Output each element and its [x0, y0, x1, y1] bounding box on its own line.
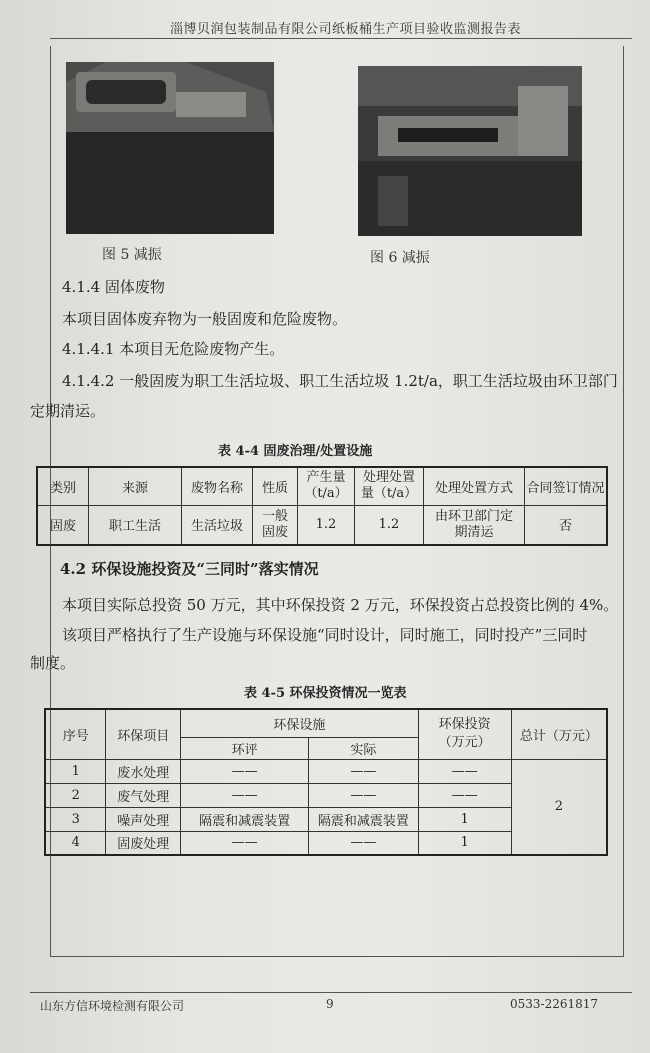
table-4-5-title: 表 4-5 环保投资情况一览表	[244, 686, 407, 701]
td-total: 2	[511, 759, 607, 855]
td-no: 4	[45, 831, 106, 855]
td-item: 废水处理	[106, 759, 181, 783]
paragraph-hazardous: 4.1.4.1 本项目无危险废物产生。	[62, 340, 285, 358]
footer-rule	[30, 992, 632, 993]
paragraph-general-waste-cont: 定期清运。	[30, 402, 106, 420]
section-4-1-4-heading: 4.1.4 固体废物	[62, 278, 165, 296]
th-disposal-amount: 处理处置 量（t/a）	[355, 467, 424, 505]
td-item: 废气处理	[106, 783, 181, 807]
th-category: 类别	[37, 467, 89, 505]
td-item: 噪声处理	[106, 807, 181, 831]
td-source: 职工生活	[89, 505, 182, 545]
footer-phone: 0533-2261817	[510, 997, 599, 1011]
machine-photo-icon	[66, 62, 274, 234]
th-actual: 实际	[309, 737, 419, 759]
th-facility: 环保设施	[181, 709, 418, 737]
td-disposal-amount: 1.2	[355, 505, 424, 545]
paragraph-three-simultaneous-cont: 制度。	[30, 654, 76, 672]
td-actual: ——	[309, 783, 419, 807]
paragraph-investment: 本项目实际总投资 50 万元，其中环保投资 2 万元，环保投资占总投资比例的 4%。	[62, 596, 619, 614]
td-contract: 否	[525, 505, 608, 545]
td-eia: ——	[181, 831, 309, 855]
th-disposal-method: 处理处置方式	[424, 467, 525, 505]
td-investment: 1	[418, 807, 511, 831]
td-category: 固废	[37, 505, 89, 545]
th-source: 来源	[89, 467, 182, 505]
figure-6-photo	[358, 66, 582, 236]
th-waste-name: 废物名称	[182, 467, 253, 505]
td-actual: ——	[309, 831, 419, 855]
figure-6-caption: 图 6 减振	[370, 250, 430, 266]
td-actual: 隔震和减震装置	[309, 807, 419, 831]
td-no: 1	[45, 759, 106, 783]
section-4-2-heading: 4.2 环保设施投资及“三同时”落实情况	[60, 560, 319, 578]
th-nature: 性质	[253, 467, 298, 505]
table-4-4-title: 表 4-4 固废治理/处置设施	[218, 444, 373, 459]
td-nature: 一般 固废	[253, 505, 298, 545]
solid-waste-table	[36, 466, 608, 546]
td-waste-name: 生活垃圾	[182, 505, 253, 545]
paragraph-general-waste: 4.1.4.2 一般固废为职工生活垃圾、职工生活垃圾 1.2t/a，职工生活垃圾由环卫部门	[62, 372, 618, 390]
td-investment: ——	[418, 783, 511, 807]
machine-photo-icon	[358, 66, 582, 236]
th-item: 环保项目	[106, 709, 181, 759]
td-investment: ——	[418, 759, 511, 783]
th-output: 产生量 （t/a）	[298, 467, 355, 505]
paragraph-three-simultaneous: 该项目严格执行了生产设施与环保设施“同时设计，同时施工，同时投产”三同时	[62, 626, 588, 644]
td-output: 1.2	[298, 505, 355, 545]
td-eia: 隔震和减震装置	[181, 807, 309, 831]
figure-5-caption: 图 5 减振	[102, 247, 162, 263]
th-investment: 环保投资 （万元）	[418, 709, 511, 759]
td-no: 2	[45, 783, 106, 807]
td-no: 3	[45, 807, 106, 831]
td-eia: ——	[181, 759, 309, 783]
footer-org: 山东方信环境检测有限公司	[40, 999, 185, 1013]
th-eia: 环评	[181, 737, 309, 759]
td-actual: ——	[309, 759, 419, 783]
th-total: 总计（万元）	[511, 709, 607, 759]
paragraph-solid-waste: 本项目固体废弃物为一般固废和危险废物。	[62, 310, 348, 328]
td-disposal-method: 由环卫部门定 期清运	[424, 505, 525, 545]
td-eia: ——	[181, 783, 309, 807]
td-investment: 1	[418, 831, 511, 855]
th-no: 序号	[45, 709, 106, 759]
page-header: 淄博贝润包装制品有限公司纸板桶生产项目验收监测报告表	[170, 22, 522, 37]
th-contract: 合同签订情况	[525, 467, 608, 505]
td-item: 固废处理	[106, 831, 181, 855]
figure-5-photo	[66, 62, 274, 234]
header-rule	[50, 38, 632, 39]
page-number: 9	[326, 997, 334, 1011]
investment-table	[44, 708, 608, 856]
